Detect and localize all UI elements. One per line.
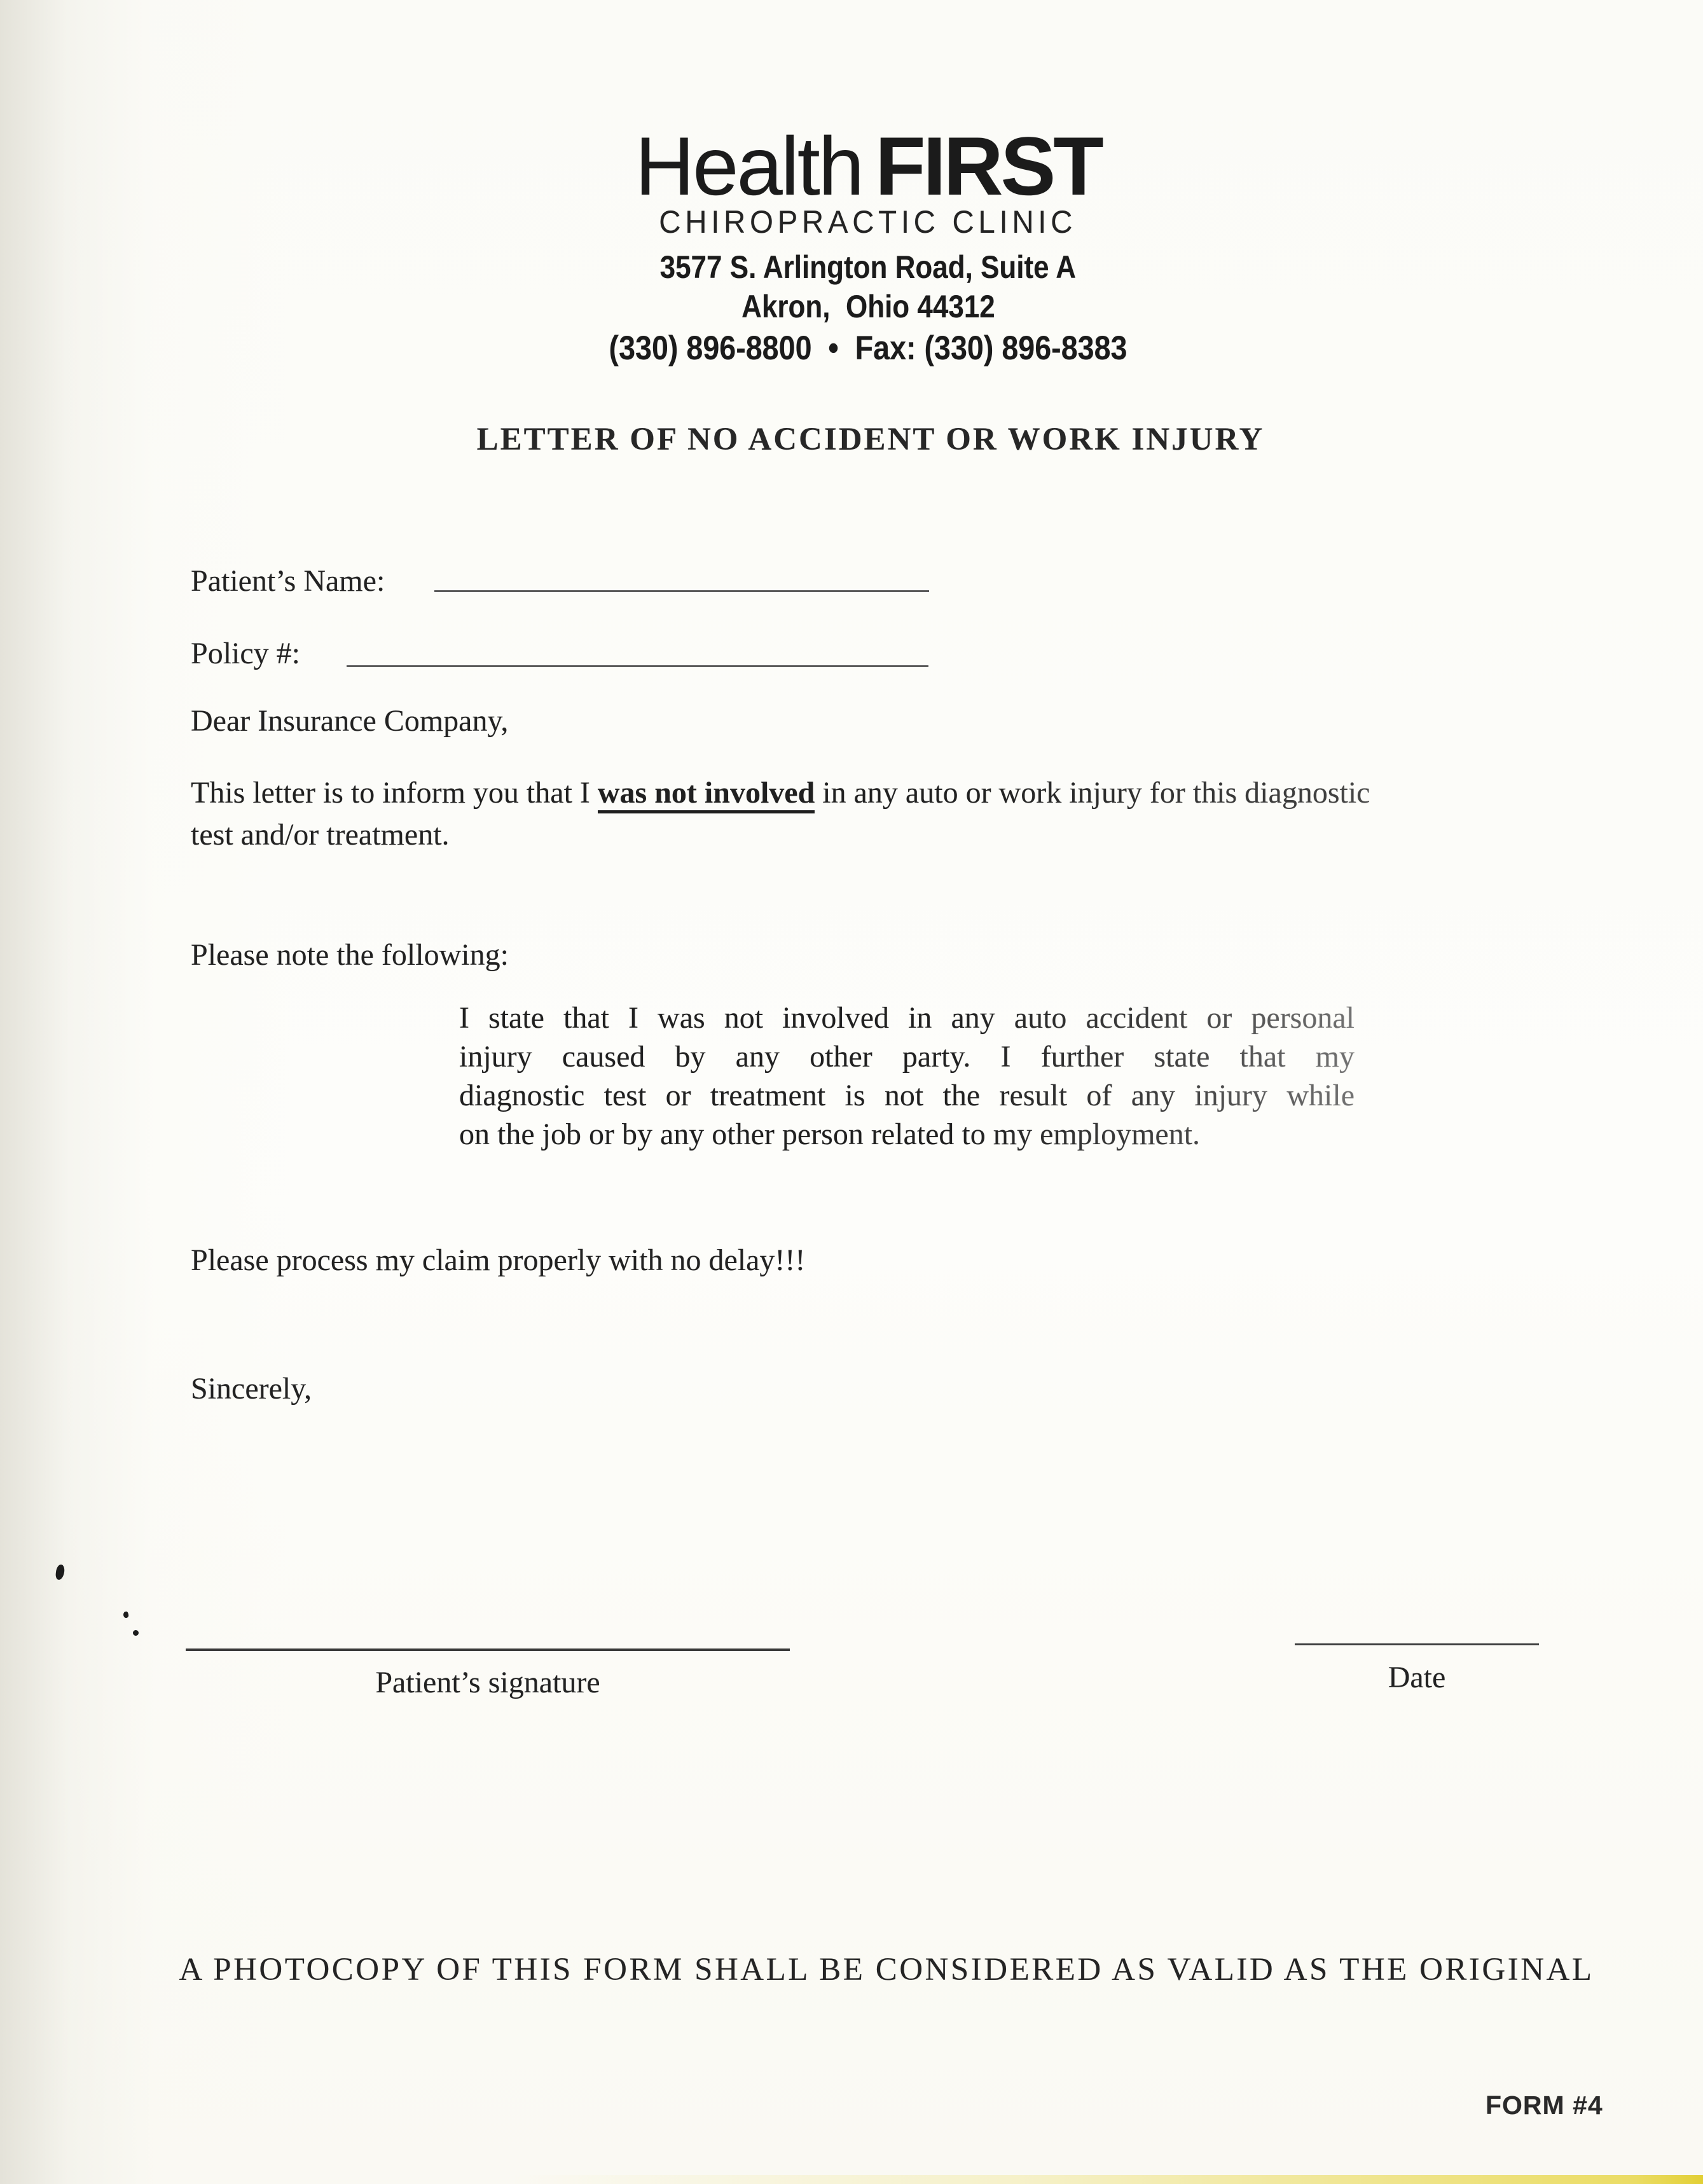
policy-number-label: Policy #: (191, 637, 301, 670)
date-line (1295, 1643, 1539, 1645)
form-number: FORM #4 (1486, 2091, 1603, 2120)
claim-request: Please process my claim properly with no delay!!! (191, 1243, 806, 1277)
scan-speckle (123, 1611, 129, 1619)
intro-emphasis: was not involved (598, 776, 815, 813)
patient-name-label: Patient’s Name: (191, 564, 385, 598)
clinic-letterhead (17, 120, 1703, 368)
address-line-1-text: 3577 S. Arlington Road, Suite A (659, 249, 1077, 285)
phone-fax-line (17, 329, 1703, 368)
patient-signature-line (186, 1648, 790, 1651)
phone-fax-text: (330) 896-8800 • Fax: (330) 896-8383 (609, 329, 1127, 367)
scan-speckle (133, 1630, 139, 1636)
intro-paragraph (191, 772, 1609, 856)
scan-speckle (55, 1564, 65, 1580)
clinic-logo (17, 120, 1703, 212)
intro-suffix: in any auto or work injury for this diagnostic (815, 776, 1370, 810)
salutation: Dear Insurance Company, (191, 704, 509, 738)
date-label: Date (1388, 1661, 1446, 1694)
address-line-1 (17, 249, 1703, 286)
logo-text-first: FIRST (875, 120, 1101, 212)
closing: Sincerely, (191, 1372, 312, 1406)
statement-paragraph (459, 999, 1355, 1154)
statement-line-4: on the job or by any other person related to my employment. (459, 1117, 1201, 1151)
patient-name-field-line (434, 590, 929, 592)
address-line-2 (17, 288, 1703, 325)
intro-prefix: This letter is to inform you that I (191, 776, 598, 810)
logo-text-health: Health (635, 120, 863, 212)
statement-line-2: injury caused by any other party. I further state that my (459, 1040, 1355, 1074)
statement-line-3: diagnostic test or treatment is not the result of any injury while (459, 1079, 1355, 1112)
statement-line-1: I state that I was not involved in any auto accident or personal (459, 1001, 1355, 1035)
intro-line-1 (191, 772, 1609, 814)
policy-number-field-line (347, 665, 928, 667)
photocopy-notice: A PHOTOCOPY OF THIS FORM SHALL BE CONSIDERED AS VALID AS THE ORIGINAL (179, 1952, 1594, 1987)
note-heading: Please note the following: (191, 938, 509, 972)
patient-signature-label: Patient’s signature (375, 1666, 600, 1699)
clinic-subtitle (17, 204, 1703, 240)
clinic-subtitle-text: CHIROPRACTIC CLINIC (659, 204, 1077, 240)
scan-yellow-edge (0, 2175, 1703, 2184)
letter-title: LETTER OF NO ACCIDENT OR WORK INJURY (476, 422, 1265, 457)
address-line-2-text: Akron, Ohio 44312 (741, 289, 995, 324)
intro-line-2: test and/or treatment. (191, 818, 450, 852)
